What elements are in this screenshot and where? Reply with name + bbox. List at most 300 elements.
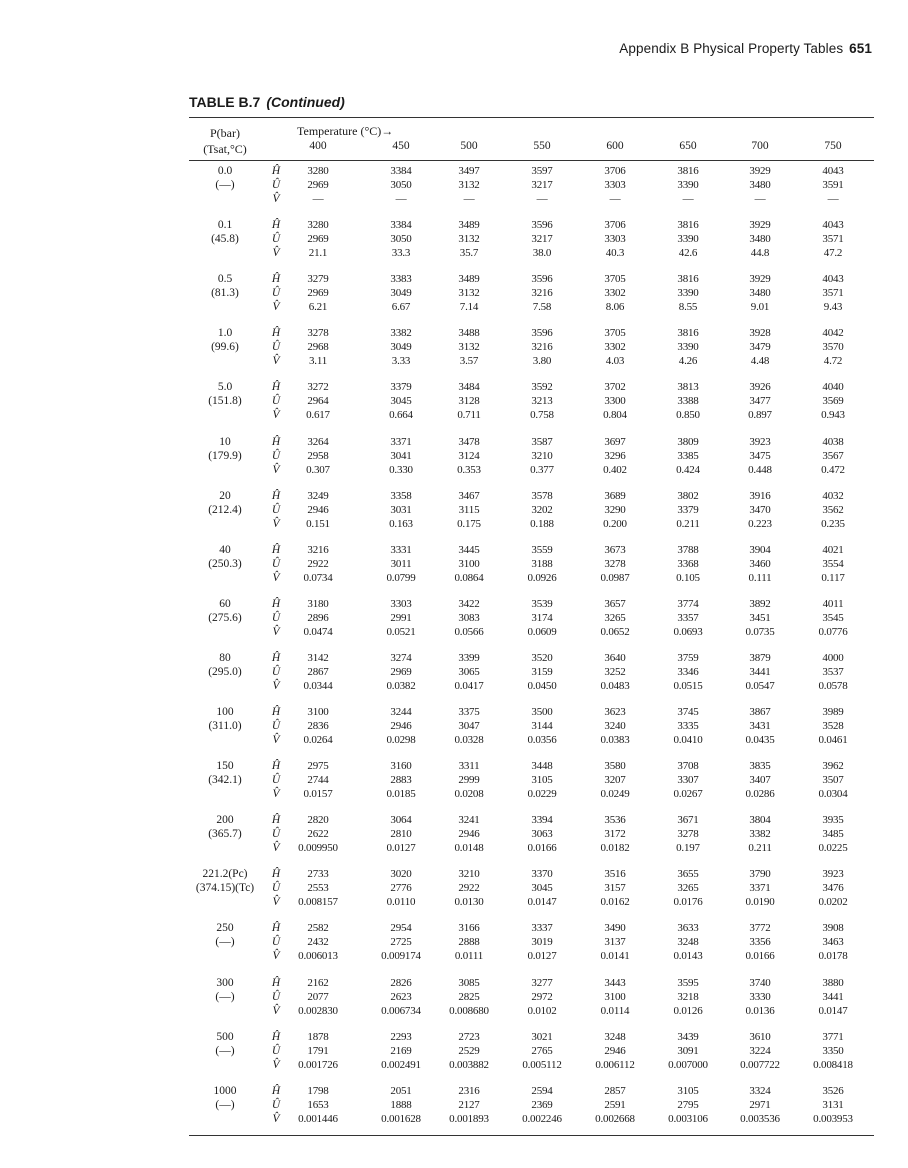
table-cell-enthalpy: 3816 bbox=[677, 327, 699, 340]
table-cell-internal-energy: 3115 bbox=[458, 503, 480, 516]
table-cell-internal-energy: 2968 bbox=[307, 341, 329, 354]
table-cell-internal-energy: 1791 bbox=[307, 1044, 329, 1057]
table-cell-enthalpy: 3105 bbox=[677, 1084, 699, 1097]
table-cell-internal-energy: 2991 bbox=[390, 611, 412, 624]
enthalpy-symbol: Ĥ bbox=[271, 814, 281, 827]
table-cell-internal-energy: 2969 bbox=[307, 287, 329, 300]
table-cell-internal-energy: 3470 bbox=[749, 503, 771, 516]
table-cell-volume: — bbox=[609, 193, 621, 205]
volume-symbol: V̂ bbox=[272, 1112, 280, 1125]
table-cell-enthalpy: 2857 bbox=[604, 1084, 626, 1097]
enthalpy-symbol: Ĥ bbox=[271, 435, 281, 448]
internal-energy-symbol: Û bbox=[271, 936, 281, 949]
table-cell-internal-energy: 2077 bbox=[307, 990, 329, 1003]
table-cell-volume: 38.0 bbox=[532, 247, 552, 260]
volume-symbol: V̂ bbox=[272, 788, 280, 801]
table-cell-enthalpy: 3904 bbox=[749, 543, 771, 556]
enthalpy-symbol: Ĥ bbox=[271, 922, 281, 935]
table-cell-enthalpy: 3929 bbox=[749, 219, 771, 232]
table-cell-volume: 0.008680 bbox=[449, 1004, 489, 1017]
table-cell-enthalpy: 3655 bbox=[677, 868, 699, 881]
table-cell-internal-energy: 3385 bbox=[677, 449, 699, 462]
volume-symbol: V̂ bbox=[272, 1004, 280, 1017]
table-cell-enthalpy: 3989 bbox=[822, 706, 844, 718]
table-cell-enthalpy: 3790 bbox=[749, 868, 771, 881]
pressure-group bbox=[189, 867, 874, 921]
table-cell-volume: 0.0136 bbox=[745, 1004, 775, 1017]
table-cell-internal-energy: 3569 bbox=[822, 395, 844, 408]
table-cell-volume: 0.0521 bbox=[386, 625, 416, 638]
table-cell-internal-energy: 3105 bbox=[531, 774, 553, 787]
table-cell-enthalpy: 3813 bbox=[677, 381, 699, 394]
saturation-temperature: (212.4) bbox=[208, 503, 242, 516]
table-cell-enthalpy: 3516 bbox=[604, 868, 626, 881]
enthalpy-symbol: Ĥ bbox=[271, 489, 281, 502]
table-cell-enthalpy: 3142 bbox=[307, 651, 329, 664]
running-head-title: Appendix B Physical Property Tables bbox=[619, 41, 844, 56]
table-cell-volume: 0.003953 bbox=[813, 1112, 853, 1125]
table-cell-volume: 0.617 bbox=[306, 409, 330, 422]
table-cell-volume: 44.8 bbox=[750, 247, 770, 260]
table-cell-volume: 33.3 bbox=[391, 247, 411, 260]
table-cell-internal-energy: 2369 bbox=[531, 1098, 553, 1111]
table-cell-enthalpy: 2293 bbox=[390, 1030, 412, 1043]
table-cell-internal-energy: 3451 bbox=[749, 611, 771, 624]
table-cell-enthalpy: 3445 bbox=[458, 543, 480, 556]
table-cell-enthalpy: 3337 bbox=[531, 922, 553, 935]
table-cell-enthalpy: 4032 bbox=[822, 489, 844, 502]
table-cell-enthalpy: 3399 bbox=[458, 651, 480, 664]
table-cell-enthalpy: 3539 bbox=[531, 597, 553, 610]
table-cell-volume: 7.14 bbox=[459, 301, 479, 314]
internal-energy-symbol: Û bbox=[271, 1044, 281, 1057]
table-cell-enthalpy: 3610 bbox=[749, 1030, 771, 1043]
internal-energy-symbol: Û bbox=[271, 665, 281, 678]
table-cell-volume: 0.0166 bbox=[745, 950, 775, 963]
table-cell-enthalpy: 3788 bbox=[677, 543, 699, 556]
table-cell-volume: 0.0461 bbox=[818, 734, 848, 746]
volume-symbol: V̂ bbox=[272, 355, 280, 368]
table-cell-internal-energy: 3217 bbox=[531, 233, 553, 246]
temperature-header-650: 650 bbox=[679, 140, 697, 152]
table-cell-internal-energy: 3567 bbox=[822, 449, 844, 462]
table-cell-enthalpy: 2723 bbox=[458, 1030, 480, 1043]
temperature-header-700: 700 bbox=[751, 140, 769, 152]
table-cell-internal-energy: 3431 bbox=[749, 720, 771, 732]
saturation-temperature: (179.9) bbox=[208, 449, 242, 462]
table-cell-internal-energy: 3390 bbox=[677, 179, 699, 191]
table-cell-internal-energy: 3441 bbox=[822, 990, 844, 1003]
table-cell-internal-energy: 3477 bbox=[749, 395, 771, 408]
table-cell-enthalpy: 3809 bbox=[677, 435, 699, 448]
table-cell-internal-energy: 3382 bbox=[749, 828, 771, 841]
temperature-header-label: Temperature (°C)→ bbox=[297, 124, 394, 138]
table-cell-internal-energy: 3371 bbox=[749, 882, 771, 895]
table-cell-enthalpy: 3816 bbox=[677, 219, 699, 232]
saturation-temperature: (151.8) bbox=[208, 395, 242, 408]
table-cell-enthalpy: 2582 bbox=[307, 922, 329, 935]
table-cell-enthalpy: 3448 bbox=[531, 760, 553, 773]
internal-energy-symbol: Û bbox=[271, 828, 281, 841]
table-cell-enthalpy: 2954 bbox=[390, 922, 412, 935]
table-cell-enthalpy: 3923 bbox=[749, 435, 771, 448]
table-cell-enthalpy: 3383 bbox=[390, 273, 412, 286]
table-cell-volume: 0.006734 bbox=[381, 1004, 421, 1017]
table-cell-volume: 0.0515 bbox=[673, 679, 703, 692]
table-cell-enthalpy: 3880 bbox=[822, 976, 844, 989]
table-cell-internal-energy: 3265 bbox=[677, 882, 699, 895]
table-cell-internal-energy: 2553 bbox=[307, 882, 329, 895]
volume-symbol: V̂ bbox=[272, 193, 280, 205]
table-cell-enthalpy: 3488 bbox=[458, 327, 480, 340]
table-cell-volume: 0.0190 bbox=[745, 896, 775, 909]
table-cell-enthalpy: 3892 bbox=[749, 597, 771, 610]
volume-symbol: V̂ bbox=[272, 463, 280, 476]
table-cell-enthalpy: 3657 bbox=[604, 597, 626, 610]
table-cell-volume: 6.67 bbox=[391, 301, 411, 314]
table-cell-internal-energy: 3476 bbox=[822, 882, 844, 895]
table-cell-enthalpy: 3249 bbox=[307, 489, 329, 502]
table-cell-internal-energy: 2888 bbox=[458, 936, 480, 949]
table-cell-volume: 0.850 bbox=[676, 409, 700, 422]
pressure-value: 20 bbox=[219, 489, 231, 502]
pressure-header-line2: (Tsat,°C) bbox=[203, 142, 247, 156]
table-cell-volume: 0.002830 bbox=[298, 1004, 338, 1017]
table-cell-volume: 0.897 bbox=[748, 409, 772, 422]
saturation-temperature: (311.0) bbox=[208, 720, 242, 732]
table-cell-volume: 0.0286 bbox=[745, 788, 775, 801]
table-cell-enthalpy: 4040 bbox=[822, 381, 844, 394]
table-cell-internal-energy: 2922 bbox=[307, 557, 329, 570]
table-cell-internal-energy: 3131 bbox=[822, 1098, 844, 1111]
table-cell-volume: 0.0304 bbox=[818, 788, 848, 801]
pressure-value: 60 bbox=[219, 597, 231, 610]
table-cell-internal-energy: 3278 bbox=[677, 828, 699, 841]
table-cell-volume: 0.0609 bbox=[527, 625, 557, 638]
table-cell-internal-energy: 3441 bbox=[749, 665, 771, 678]
table-cell-internal-energy: 2883 bbox=[390, 774, 412, 787]
table-cell-enthalpy: 3500 bbox=[531, 706, 553, 718]
table-cell-volume: 0.007722 bbox=[740, 1058, 780, 1071]
table-cell-internal-energy: 3570 bbox=[822, 341, 844, 354]
pressure-value: 150 bbox=[216, 760, 234, 773]
pressure-group bbox=[189, 489, 874, 543]
volume-symbol: V̂ bbox=[272, 409, 280, 422]
table-cell-enthalpy: 3928 bbox=[749, 327, 771, 340]
internal-energy-symbol: Û bbox=[271, 990, 281, 1003]
table-cell-volume: 0.0474 bbox=[303, 625, 333, 638]
table-cell-volume: 0.0450 bbox=[527, 679, 557, 692]
saturation-temperature: (—) bbox=[215, 179, 235, 191]
table-cell-enthalpy: 3248 bbox=[604, 1030, 626, 1043]
table-cell-volume: 0.0652 bbox=[600, 625, 630, 638]
saturation-temperature: (295.0) bbox=[208, 665, 242, 678]
table-cell-volume: 0.0127 bbox=[386, 842, 416, 855]
table-cell-volume: 0.0382 bbox=[386, 679, 416, 692]
table-cell-internal-energy: 3091 bbox=[677, 1044, 699, 1057]
table-cell-volume: 0.0130 bbox=[454, 896, 484, 909]
table-cell-volume: 0.448 bbox=[748, 463, 772, 476]
table-cell-internal-energy: 2972 bbox=[531, 990, 553, 1003]
table-cell-enthalpy: 4043 bbox=[822, 219, 844, 232]
table-cell-volume: 0.002668 bbox=[595, 1112, 635, 1125]
header-rule bbox=[189, 160, 874, 161]
table-cell-volume: 8.06 bbox=[605, 301, 625, 314]
table-cell-enthalpy: 3020 bbox=[390, 868, 412, 881]
table-cell-internal-energy: 3390 bbox=[677, 341, 699, 354]
table-cell-enthalpy: 3526 bbox=[822, 1084, 844, 1097]
table-cell-enthalpy: 3633 bbox=[677, 922, 699, 935]
table-cell-internal-energy: 3591 bbox=[822, 179, 844, 191]
table-cell-internal-energy: 3019 bbox=[531, 936, 553, 949]
table-cell-volume: 0.003536 bbox=[740, 1112, 780, 1125]
table-cell-internal-energy: 2744 bbox=[307, 774, 329, 787]
table-cell-volume: — bbox=[754, 193, 766, 205]
table-cell-enthalpy: 3324 bbox=[749, 1084, 771, 1097]
table-cell-internal-energy: 3537 bbox=[822, 665, 844, 678]
table-cell-internal-energy: 3479 bbox=[749, 341, 771, 354]
table-cell-internal-energy: 2810 bbox=[390, 828, 412, 841]
table-cell-enthalpy: 2733 bbox=[307, 868, 329, 881]
table-cell-internal-energy: 3124 bbox=[458, 449, 480, 462]
pressure-group bbox=[189, 380, 874, 434]
table-cell-internal-energy: 3218 bbox=[677, 990, 699, 1003]
temperature-header-550: 550 bbox=[533, 140, 551, 152]
table-cell-internal-energy: 3216 bbox=[531, 287, 553, 300]
table-cell-enthalpy: 3596 bbox=[531, 219, 553, 232]
table-cell-internal-energy: 3083 bbox=[458, 611, 480, 624]
table-cell-volume: 0.307 bbox=[306, 463, 330, 476]
table-cell-volume: 0.0208 bbox=[454, 788, 484, 801]
table-cell-internal-energy: 3132 bbox=[458, 233, 480, 246]
pressure-value: 1.0 bbox=[217, 327, 233, 340]
pressure-value: 250 bbox=[216, 922, 234, 935]
table-cell-enthalpy: 3740 bbox=[749, 976, 771, 989]
table-cell-internal-energy: 3224 bbox=[749, 1044, 771, 1057]
page-number: 651 bbox=[849, 41, 872, 56]
table-cell-volume: 0.175 bbox=[457, 517, 481, 530]
table-cell-volume: 42.6 bbox=[678, 247, 698, 260]
table-cell-volume: 0.0176 bbox=[673, 896, 703, 909]
table-cell-internal-energy: 3300 bbox=[604, 395, 626, 408]
table-cell-internal-energy: 3049 bbox=[390, 287, 412, 300]
table-cell-internal-energy: 3528 bbox=[822, 720, 844, 732]
table-cell-volume: 4.03 bbox=[605, 355, 625, 368]
table-cell-enthalpy: 3935 bbox=[822, 814, 844, 827]
table-cell-internal-energy: 2946 bbox=[307, 503, 329, 516]
table-cell-enthalpy: 2594 bbox=[531, 1084, 553, 1097]
pressure-group bbox=[189, 759, 874, 813]
table-cell-volume: 3.11 bbox=[308, 355, 328, 368]
table-cell-volume: 0.0157 bbox=[303, 788, 333, 801]
table-cell-enthalpy: 2820 bbox=[307, 814, 329, 827]
table-cell-internal-energy: 3050 bbox=[390, 233, 412, 246]
saturation-temperature: (99.6) bbox=[211, 341, 239, 354]
table-cell-enthalpy: 2051 bbox=[390, 1084, 412, 1097]
table-cell-internal-energy: 3128 bbox=[458, 395, 480, 408]
table-cell-internal-energy: 3379 bbox=[677, 503, 699, 516]
table-cell-enthalpy: 1878 bbox=[307, 1030, 329, 1043]
table-cell-volume: 0.711 bbox=[457, 409, 481, 422]
table-cell-enthalpy: 3370 bbox=[531, 868, 553, 881]
table-cell-enthalpy: 3274 bbox=[390, 651, 412, 664]
table-cell-enthalpy: 3371 bbox=[390, 435, 412, 448]
table-cell-enthalpy: 3916 bbox=[749, 489, 771, 502]
table-cell-enthalpy: 3490 bbox=[604, 922, 626, 935]
table-cell-internal-energy: 3049 bbox=[390, 341, 412, 354]
table-cell-internal-energy: 1653 bbox=[307, 1098, 329, 1111]
enthalpy-symbol: Ĥ bbox=[271, 327, 281, 340]
pressure-value: 1000 bbox=[213, 1084, 237, 1097]
table-cell-volume: 0.163 bbox=[389, 517, 413, 530]
table-cell-volume: 0.0483 bbox=[600, 679, 630, 692]
table-cell-enthalpy: 3303 bbox=[390, 597, 412, 610]
table-cell-internal-energy: 3100 bbox=[604, 990, 626, 1003]
saturation-temperature: (81.3) bbox=[211, 287, 239, 300]
table-cell-internal-energy: 3507 bbox=[822, 774, 844, 787]
volume-symbol: V̂ bbox=[272, 571, 280, 584]
table-cell-volume: 0.003882 bbox=[449, 1058, 489, 1071]
table-cell-internal-energy: 2946 bbox=[458, 828, 480, 841]
table-cell-volume: 0.0185 bbox=[386, 788, 416, 801]
table-cell-internal-energy: 3480 bbox=[749, 233, 771, 246]
table-cell-internal-energy: 3307 bbox=[677, 774, 699, 787]
table-cell-volume: 3.57 bbox=[459, 355, 479, 368]
table-cell-enthalpy: 3489 bbox=[458, 219, 480, 232]
table-cell-enthalpy: 2316 bbox=[458, 1084, 480, 1097]
table-cell-enthalpy: 3759 bbox=[677, 651, 699, 664]
table-cell-enthalpy: 4042 bbox=[822, 327, 844, 340]
table-cell-volume: 0.402 bbox=[603, 463, 627, 476]
table-cell-volume: 0.758 bbox=[530, 409, 554, 422]
table-cell-volume: 0.235 bbox=[821, 517, 845, 530]
table-cell-internal-energy: 2765 bbox=[531, 1044, 553, 1057]
table-cell-internal-energy: 3296 bbox=[604, 449, 626, 462]
table-cell-volume: 0.0578 bbox=[818, 679, 848, 692]
table-cell-volume: 0.0102 bbox=[527, 1004, 557, 1017]
table-cell-volume: 3.80 bbox=[532, 355, 552, 368]
table-cell-internal-energy: 2867 bbox=[307, 665, 329, 678]
table-cell-enthalpy: 3580 bbox=[604, 760, 626, 773]
table-cell-internal-energy: 2971 bbox=[749, 1098, 771, 1111]
table-cell-volume: — bbox=[682, 193, 694, 205]
table-cell-volume: 21.1 bbox=[308, 247, 328, 260]
table-cell-internal-energy: 3346 bbox=[677, 665, 699, 678]
table-cell-enthalpy: 3578 bbox=[531, 489, 553, 502]
table-cell-volume: 7.58 bbox=[532, 301, 552, 314]
table-cell-volume: 0.0111 bbox=[454, 950, 484, 963]
enthalpy-symbol: Ĥ bbox=[271, 760, 281, 773]
table-cell-internal-energy: 3217 bbox=[531, 179, 553, 191]
table-cell-volume: 0.0776 bbox=[818, 625, 848, 638]
table-cell-enthalpy: 4011 bbox=[822, 597, 844, 610]
enthalpy-symbol: Ĥ bbox=[271, 1084, 281, 1097]
pressure-value: 10 bbox=[219, 435, 231, 448]
table-cell-enthalpy: 4021 bbox=[822, 543, 844, 556]
table-cell-internal-energy: 3065 bbox=[458, 665, 480, 678]
table-cell-volume: 0.353 bbox=[457, 463, 481, 476]
table-cell-enthalpy: 3705 bbox=[604, 273, 626, 286]
pressure-value: 0.0 bbox=[217, 165, 233, 177]
table-cell-enthalpy: 3272 bbox=[307, 381, 329, 394]
table-cell-enthalpy: 3478 bbox=[458, 435, 480, 448]
table-cell-volume: 0.117 bbox=[821, 571, 845, 584]
table-cell-enthalpy: 3962 bbox=[822, 760, 844, 773]
internal-energy-symbol: Û bbox=[271, 449, 281, 462]
table-cell-internal-energy: 2836 bbox=[307, 720, 329, 732]
table-cell-enthalpy: 3816 bbox=[677, 165, 699, 177]
table-cell-enthalpy: 3771 bbox=[822, 1030, 844, 1043]
table-cell-internal-energy: 3571 bbox=[822, 233, 844, 246]
table-cell-volume: 0.006013 bbox=[298, 950, 338, 963]
pressure-group bbox=[189, 976, 874, 1030]
pressure-value: 221.2(Pc) bbox=[202, 868, 248, 881]
table-cell-enthalpy: 3705 bbox=[604, 327, 626, 340]
table-cell-internal-energy: 3210 bbox=[531, 449, 553, 462]
table-cell-volume: 0.0383 bbox=[600, 734, 630, 746]
saturation-temperature: (342.1) bbox=[208, 774, 242, 787]
table-cell-enthalpy: 4000 bbox=[822, 651, 844, 664]
table-cell-internal-energy: 2725 bbox=[390, 936, 412, 949]
table-cell-enthalpy: 3166 bbox=[458, 922, 480, 935]
pressure-group bbox=[189, 272, 874, 326]
table-cell-volume: 0.197 bbox=[676, 842, 700, 855]
pressure-group bbox=[189, 543, 874, 597]
table-cell-enthalpy: 3384 bbox=[390, 165, 412, 177]
table-cell-enthalpy: 3467 bbox=[458, 489, 480, 502]
table-cell-volume: 0.0298 bbox=[386, 734, 416, 746]
table-cell-internal-energy: 3388 bbox=[677, 395, 699, 408]
table-cell-internal-energy: 2969 bbox=[307, 233, 329, 246]
volume-symbol: V̂ bbox=[272, 1058, 280, 1071]
table-cell-volume: 0.003106 bbox=[668, 1112, 708, 1125]
table-cell-internal-energy: 3045 bbox=[531, 882, 553, 895]
pressure-group bbox=[189, 921, 874, 975]
table-cell-volume: 8.55 bbox=[678, 301, 698, 314]
table-cell-volume: 0.472 bbox=[821, 463, 845, 476]
internal-energy-symbol: Û bbox=[271, 882, 281, 895]
table-cell-internal-energy: 2529 bbox=[458, 1044, 480, 1057]
temperature-header-500: 500 bbox=[460, 140, 478, 152]
table-cell-volume: 0.0249 bbox=[600, 788, 630, 801]
pressure-group bbox=[189, 1030, 874, 1084]
table-cell-enthalpy: 3923 bbox=[822, 868, 844, 881]
pressure-value: 5.0 bbox=[217, 381, 233, 394]
table-cell-volume: 35.7 bbox=[459, 247, 479, 260]
table-cell-volume: 0.0344 bbox=[303, 679, 333, 692]
table-cell-enthalpy: 2162 bbox=[307, 976, 329, 989]
table-cell-enthalpy: 3926 bbox=[749, 381, 771, 394]
temperature-header-450: 450 bbox=[392, 140, 410, 152]
table-cell-volume: 0.0926 bbox=[527, 571, 557, 584]
volume-symbol: V̂ bbox=[272, 679, 280, 692]
table-cell-internal-energy: 3202 bbox=[531, 503, 553, 516]
table-cell-internal-energy: 3571 bbox=[822, 287, 844, 300]
table-cell-internal-energy: 3216 bbox=[531, 341, 553, 354]
table-cell-enthalpy: 3595 bbox=[677, 976, 699, 989]
table-cell-enthalpy: 3596 bbox=[531, 327, 553, 340]
table-cell-enthalpy: 3697 bbox=[604, 435, 626, 448]
table-cell-volume: 0.001726 bbox=[298, 1058, 338, 1071]
table-cell-internal-energy: 3407 bbox=[749, 774, 771, 787]
table-cell-internal-energy: 2969 bbox=[390, 665, 412, 678]
enthalpy-symbol: Ĥ bbox=[271, 165, 281, 177]
table-cell-volume: 0.009950 bbox=[298, 842, 338, 855]
enthalpy-symbol: Ĥ bbox=[271, 706, 281, 718]
table-cell-internal-energy: 3240 bbox=[604, 720, 626, 732]
table-cell-enthalpy: 3596 bbox=[531, 273, 553, 286]
volume-symbol: V̂ bbox=[272, 950, 280, 963]
